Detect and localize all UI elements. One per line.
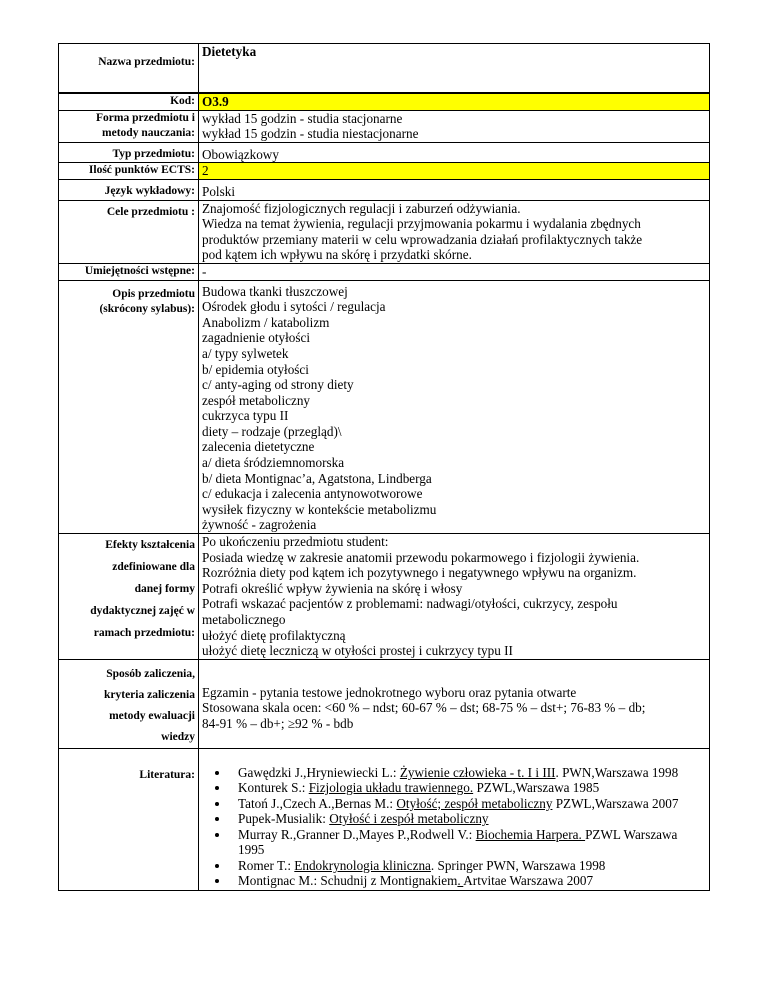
- outcomes-label-line: ramach przedmiotu:: [93, 627, 195, 640]
- subject-card: [58, 43, 710, 891]
- grading-label-line: kryteria zaliczenia: [103, 688, 195, 701]
- type-value: Obowiązkowy: [199, 142, 710, 163]
- outcome-line: ułożyć dietę leczniczą w otyłości prostej i cukrzycy typu II: [202, 643, 513, 659]
- literature-item: • Konturek S.: Fizjologia układu trawiennego. PZWL,Warszawa 1985: [230, 780, 706, 796]
- row-goals: [59, 200, 710, 263]
- row-outcomes: [59, 534, 710, 660]
- grading-label-line: wiedzy: [161, 730, 195, 743]
- syllabus-item: zagadnienie otyłości: [202, 330, 311, 346]
- syllabus-item: b/ dieta Montignac’a, Agatstona, Lindberga: [202, 470, 432, 486]
- subject-code: O3.9: [199, 94, 710, 111]
- grading-line: Stosowana skala ocen: <60 % – ndst; 60-67 % – dst; 68-75 % – dst+; 76-83 % – db;: [202, 700, 646, 716]
- form-label-line: Forma przedmiotu i: [95, 111, 195, 124]
- row-code: [59, 94, 710, 111]
- ects-label: Ilość punktów ECTS:: [59, 163, 199, 180]
- grading-line: 84-91 % – db+; ≥92 % - bdb: [202, 715, 354, 731]
- literature-value: [199, 748, 710, 890]
- syllabus-label: [59, 280, 199, 534]
- syllabus-item: Ośrodek głodu i sytości / regulacja: [202, 299, 386, 315]
- syllabus-item: Budowa tkanki tłuszczowej: [202, 283, 348, 299]
- literature-item: • Romer T.: Endokrynologia kliniczna. Springer PWN, Warszawa 1998: [230, 858, 706, 874]
- goal-line: Wiedza na temat żywienia, regulacji przyjmowania pokarmu i wydalania zbędnych: [202, 216, 641, 232]
- syllabus-item: c/ anty-aging od strony diety: [202, 377, 354, 393]
- row-syllabus: [59, 280, 710, 534]
- row-grading: [59, 659, 710, 748]
- outcomes-label-line: danej formy: [134, 583, 195, 596]
- grading-label-line: Sposób zaliczenia,: [106, 667, 195, 680]
- code-label: Kod:: [59, 94, 199, 111]
- outcomes-label-line: dydaktycznej zajęć w: [90, 605, 195, 618]
- type-label: Typ przedmiotu:: [59, 142, 199, 163]
- form-line: wykład 15 godzin - studia stacjonarne: [202, 110, 403, 126]
- literature-item: • Gawędzki J.,Hryniewiecki L.: Żywienie człowieka - t. I i III. PWN,Warszawa 1998: [230, 765, 706, 781]
- outcome-line: Rozróżnia diety pod kątem ich pozytywnego i negatywnego wpływu na organizm.: [202, 565, 637, 581]
- lang-label: Język wykładowy:: [59, 179, 199, 200]
- literature-item: • Murray R.,Granner D.,Mayes P.,Rodwell V.: Biochemia Harpera. PZWL Warszawa 1995: [230, 827, 706, 858]
- grading-label-line: metody ewaluacji: [109, 709, 195, 722]
- syllabus-item: zespół metaboliczny: [202, 392, 311, 408]
- goal-line: Znajomość fizjologicznych regulacji i zaburzeń odżywiania.: [202, 200, 521, 216]
- syllabus-item: cukrzyca typu II: [202, 408, 289, 424]
- subject-title: Dietetyka: [199, 44, 710, 93]
- syllabus-item: c/ edukacja i zalecenia antynowotworowe: [202, 486, 423, 502]
- syllabus-item: zalecenia dietetyczne: [202, 439, 315, 455]
- row-lang: [59, 179, 710, 200]
- grading-value: [199, 659, 710, 748]
- syllabus-label-line: (skrócony sylabus):: [99, 302, 195, 315]
- grading-line: Egzamin - pytania testowe jednokrotnego wyboru oraz pytania otwarte: [202, 684, 577, 700]
- syllabus-label-line: Opis przedmiotu: [112, 287, 195, 300]
- outcomes-label-line: Efekty kształcenia: [105, 539, 195, 552]
- goals-value: [199, 200, 710, 263]
- row-type: [59, 142, 710, 163]
- syllabus-item: a/ dieta śródziemnomorska: [202, 455, 345, 471]
- row-ects: [59, 163, 710, 180]
- syllabus-value: [199, 280, 710, 534]
- outcome-line: Potrafi określić wpływ żywienia na skórę i włosy: [202, 580, 463, 596]
- syllabus-item: wysiłek fizyczny w kontekście metabolizmu: [202, 501, 437, 517]
- form-label-line: metody nauczania:: [102, 126, 195, 139]
- outcome-line: Posiada wiedzę w zakresie anatomii przewodu pokarmowego i fizjologii żywienia.: [202, 549, 640, 565]
- row-name: [59, 44, 710, 93]
- syllabus-item: Anabolizm / katabolizm: [202, 314, 330, 330]
- lang-value: Polski: [199, 179, 710, 200]
- outcomes-label-line: zdefiniowane dla: [112, 561, 195, 574]
- outcome-line: Po ukończeniu przedmiotu student:: [202, 534, 389, 550]
- row-literature: [59, 748, 710, 890]
- prereq-value: -: [199, 263, 710, 280]
- syllabus-item: b/ epidemia otyłości: [202, 361, 309, 377]
- form-value: [199, 110, 710, 142]
- prereq-label: Umiejętności wstępne:: [59, 263, 199, 280]
- goal-line: produktów przemiany materii w celu wprowadzania działań profilaktycznych także: [202, 231, 643, 247]
- goal-line: pod kątem ich wpływu na skórę i przydatki skórne.: [202, 247, 472, 263]
- outcome-line: ułożyć dietę profilaktyczną: [202, 627, 346, 643]
- outcomes-value: [199, 534, 710, 660]
- literature-list: [202, 765, 706, 889]
- form-line: wykład 15 godzin - studia niestacjonarne: [202, 126, 419, 142]
- outcomes-label: [59, 534, 199, 660]
- literature-item: • Tatoń J.,Czech A.,Bernas M.: Otyłość; zespół metaboliczny PZWL,Warszawa 2007: [230, 796, 706, 812]
- form-label: [59, 110, 199, 142]
- syllabus-item: żywność - zagrożenia: [202, 517, 317, 533]
- syllabus-item: diety – rodzaje (przegląd)\: [202, 423, 342, 439]
- outcome-line: metabolicznego: [202, 612, 286, 627]
- ects-value: 2: [199, 163, 710, 180]
- grading-label: [59, 659, 199, 748]
- goals-label: Cele przedmiotu :: [59, 200, 199, 263]
- literature-label: Literatura:: [59, 748, 199, 890]
- syllabus-item: a/ typy sylwetek: [202, 345, 289, 361]
- outcome-line: Potrafi wskazać pacjentów z problemami: nadwagi/otyłości, cukrzycy, zespołu: [202, 596, 618, 612]
- row-prereq: [59, 263, 710, 280]
- row-form: [59, 110, 710, 142]
- literature-item: • Montignac M.: Schudnij z Montignakiem. Artvitae Warszawa 2007: [230, 873, 706, 889]
- literature-item: • Pupek-Musialik: Otyłość i zespół metaboliczny: [230, 811, 706, 827]
- name-label: Nazwa przedmiotu:: [59, 44, 199, 93]
